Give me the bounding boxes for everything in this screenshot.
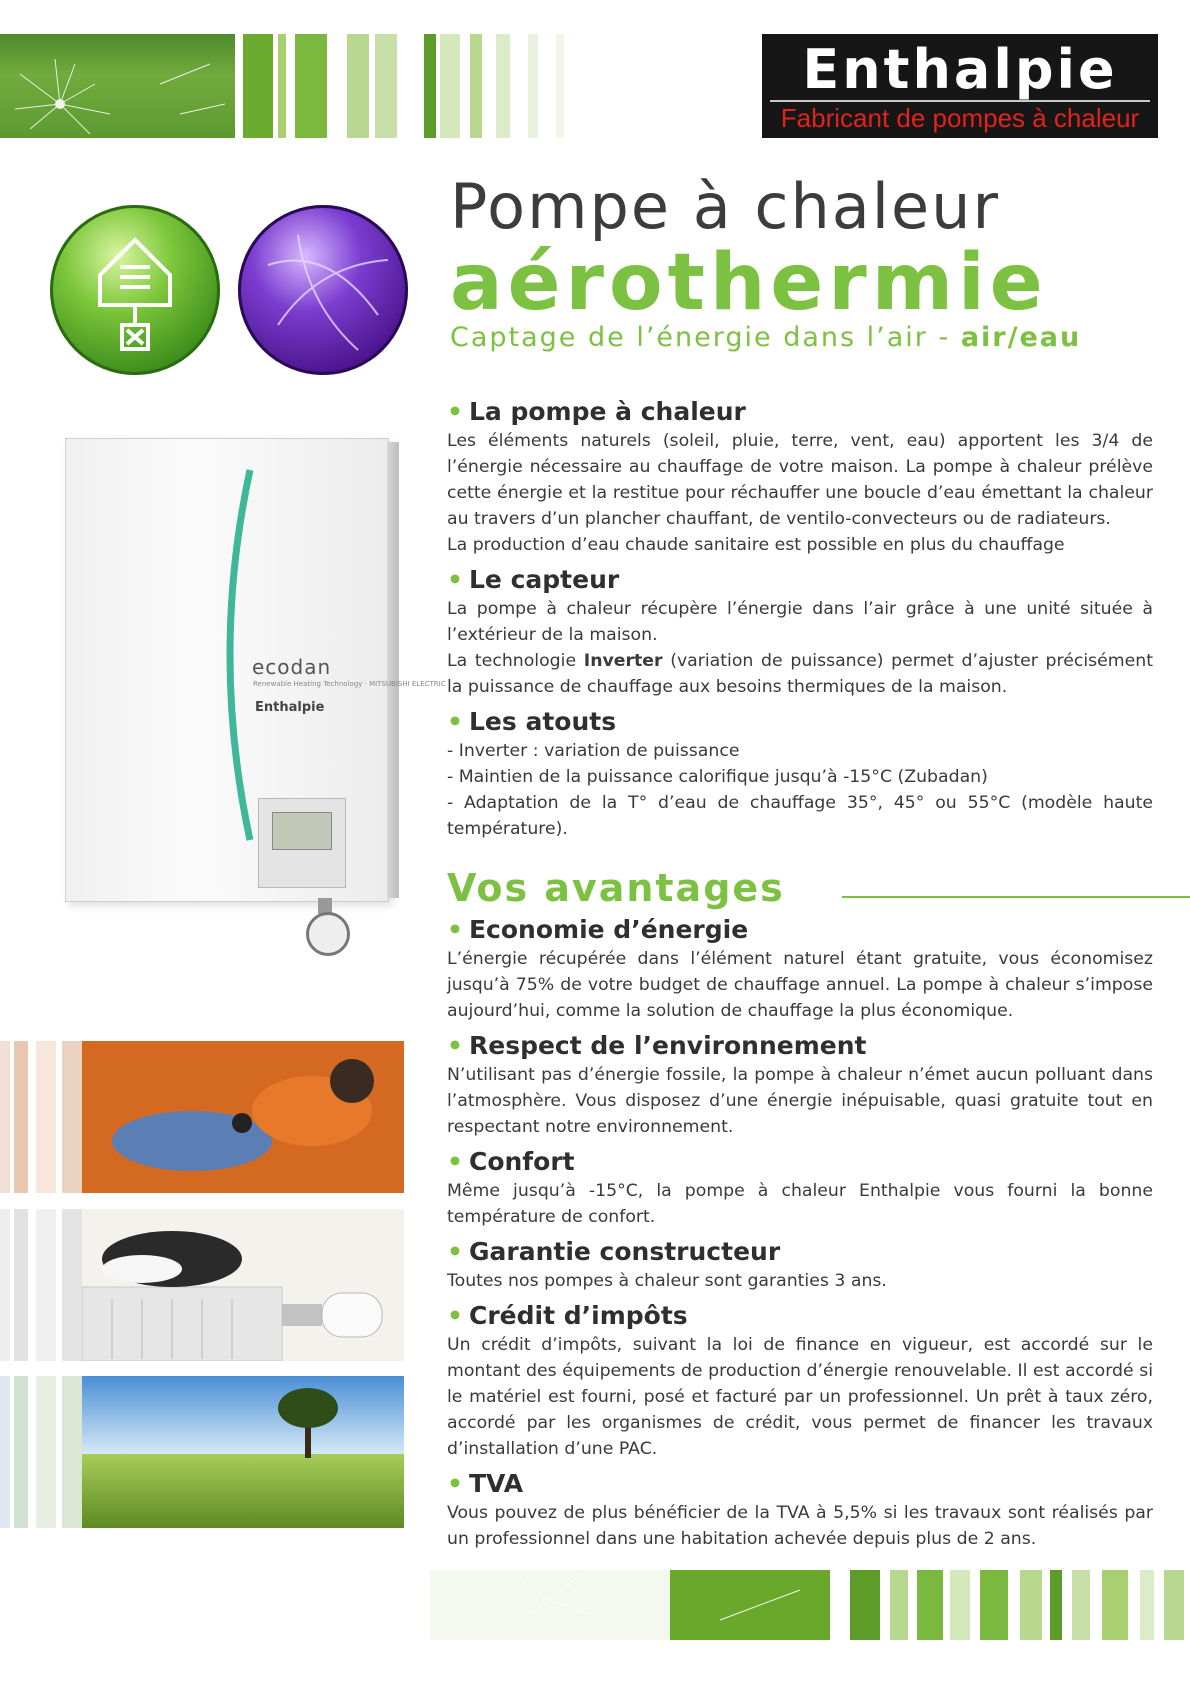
brand-tagline: Fabricant de pompes à chaleur xyxy=(770,100,1150,134)
avantage-garantie xyxy=(447,1236,1153,1294)
divider xyxy=(842,896,1190,898)
stripe xyxy=(278,34,286,138)
section-heading: • Crédit d’impôts xyxy=(447,1301,688,1330)
section-heading: • Le capteur xyxy=(447,565,620,594)
cat-radiator-photo xyxy=(82,1209,404,1361)
brand-logo xyxy=(762,34,1158,138)
stripe xyxy=(243,34,273,138)
avantage-tva xyxy=(447,1468,1153,1552)
section-capteur xyxy=(447,564,1153,700)
unit-accent-curve xyxy=(220,465,256,845)
subtitle-text: Captage de l’énergie dans l’air - xyxy=(450,322,961,353)
page-title-accent: aérothermie xyxy=(450,238,1048,328)
product-sub-brand: Renewable Heating Technology · MITSUBISHI ELECTRIC xyxy=(253,680,446,688)
section-heading: • Respect de l’environnement xyxy=(447,1031,867,1060)
section-text: Toutes nos pompes à chaleur sont garanties 3 ans. xyxy=(447,1271,887,1291)
avantage-confort xyxy=(447,1146,1153,1230)
woman-relaxing-photo xyxy=(82,1041,404,1193)
section-heading: • TVA xyxy=(447,1469,524,1498)
stripe xyxy=(528,34,538,138)
stripe xyxy=(470,34,482,138)
air-globe-icon xyxy=(238,205,408,375)
avantage-environnement xyxy=(447,1030,1153,1140)
page-subtitle xyxy=(450,322,1081,353)
stripe xyxy=(347,34,369,138)
dandelion-seeds-icon xyxy=(0,34,235,138)
section-text: La pompe à chaleur récupère l’énergie dans l’air grâce à une unité située à l’extérieur de la maison. xyxy=(447,599,1153,645)
photo-stripes xyxy=(0,1041,82,1193)
section-heading: • La pompe à chaleur xyxy=(447,397,746,426)
bottom-banner xyxy=(430,1570,1190,1640)
photo-stripes xyxy=(0,1376,82,1528)
product-badge: Enthalpie xyxy=(255,700,325,715)
section-text: L’énergie récupérée dans l’élément naturel étant gratuite, vous économisez jusqu’à 75% de votre budget de chauffage annuel. La pompe à chaleur s’impose aujourd’hui, comme la solution de chauffage la plus économique. xyxy=(447,949,1153,1021)
section-text: La production d’eau chaude sanitaire est possible en plus du chauffage xyxy=(447,535,1065,555)
subtitle-bold: air/eau xyxy=(960,322,1082,353)
section-text: N’utilisant pas d’énergie fossile, la pompe à chaleur n’émet aucun polluant dans l’atmosphère. Vous disposez d’une énergie inépuisable, quasi gratuite tout en respectant notre environnement. xyxy=(447,1065,1153,1137)
stripe xyxy=(295,34,327,138)
stripe xyxy=(496,34,510,138)
section-pompe xyxy=(447,396,1153,558)
section-heading: • Garantie constructeur xyxy=(447,1237,781,1266)
section-heading: • Les atouts xyxy=(447,707,617,736)
list-item: - Inverter : variation de puissance xyxy=(447,741,740,761)
product-brand: ecodan xyxy=(252,655,332,679)
pressure-gauge-icon xyxy=(306,912,350,956)
section-text-inverter: La technologie Inverter (variation de puissance) permet d’ajuster précisément la puissance de chauffage aux besoins thermiques de la maison. xyxy=(447,651,1153,697)
avantage-credit xyxy=(447,1300,1153,1462)
stripe xyxy=(424,34,436,138)
page-title: Pompe à chaleur xyxy=(450,170,1000,243)
avantages-title: Vos avantages xyxy=(447,866,785,910)
stripe xyxy=(375,34,397,138)
section-heading: • Economie d’énergie xyxy=(447,915,749,944)
photo-stripes xyxy=(0,1209,82,1361)
stripe xyxy=(556,34,564,138)
control-screen xyxy=(272,812,332,850)
section-text: Un crédit d’impôts, suivant la loi de finance en vigueur, est accordé sur le montant des équipements de production d’énergie renouvelable. Il est accordé si le matériel est fourni, posé et facturé par un professionnel. Un prêt à taux zéro, accordé par les organismes de crédit, vous permet de financer les travaux d’installation d’une PAC. xyxy=(447,1335,1153,1459)
heat-pump-side xyxy=(387,442,399,898)
section-atouts xyxy=(447,706,1153,842)
tree-field-photo xyxy=(82,1376,404,1528)
list-item: - Maintien de la puissance calorifique jusqu’à -15°C (Zubadan) xyxy=(447,767,988,787)
brand-name: Enthalpie xyxy=(802,38,1118,101)
list-item: - Adaptation de la T° d’eau de chauffage 35°, 45° ou 55°C (modèle haute température). xyxy=(447,793,1153,839)
section-text: Les éléments naturels (soleil, pluie, terre, vent, eau) apportent les 3/4 de l’énergie nécessaire au chauffage de votre maison. La pompe à chaleur prélève cette énergie et la restitue pour réchauffer une boucle d’eau émettant la chaleur au travers d’un plancher chauffant, de ventilo-convecteurs ou de radiateurs. xyxy=(447,431,1153,529)
avantage-economie xyxy=(447,914,1153,1024)
dandelion-photo xyxy=(0,34,235,138)
dandelion-seeds-icon xyxy=(430,1570,1190,1640)
house-geothermal-icon xyxy=(50,205,220,375)
top-banner xyxy=(0,34,580,138)
section-text: Même jusqu’à -15°C, la pompe à chaleur Enthalpie vous fourni la bonne température de confort. xyxy=(447,1181,1153,1227)
stripe xyxy=(440,34,460,138)
section-text: Vous pouvez de plus bénéficier de la TVA à 5,5% si les travaux sont réalisés par un professionnel dans une habitation achevée depuis plus de 2 ans. xyxy=(447,1503,1153,1549)
section-heading: • Confort xyxy=(447,1147,575,1176)
